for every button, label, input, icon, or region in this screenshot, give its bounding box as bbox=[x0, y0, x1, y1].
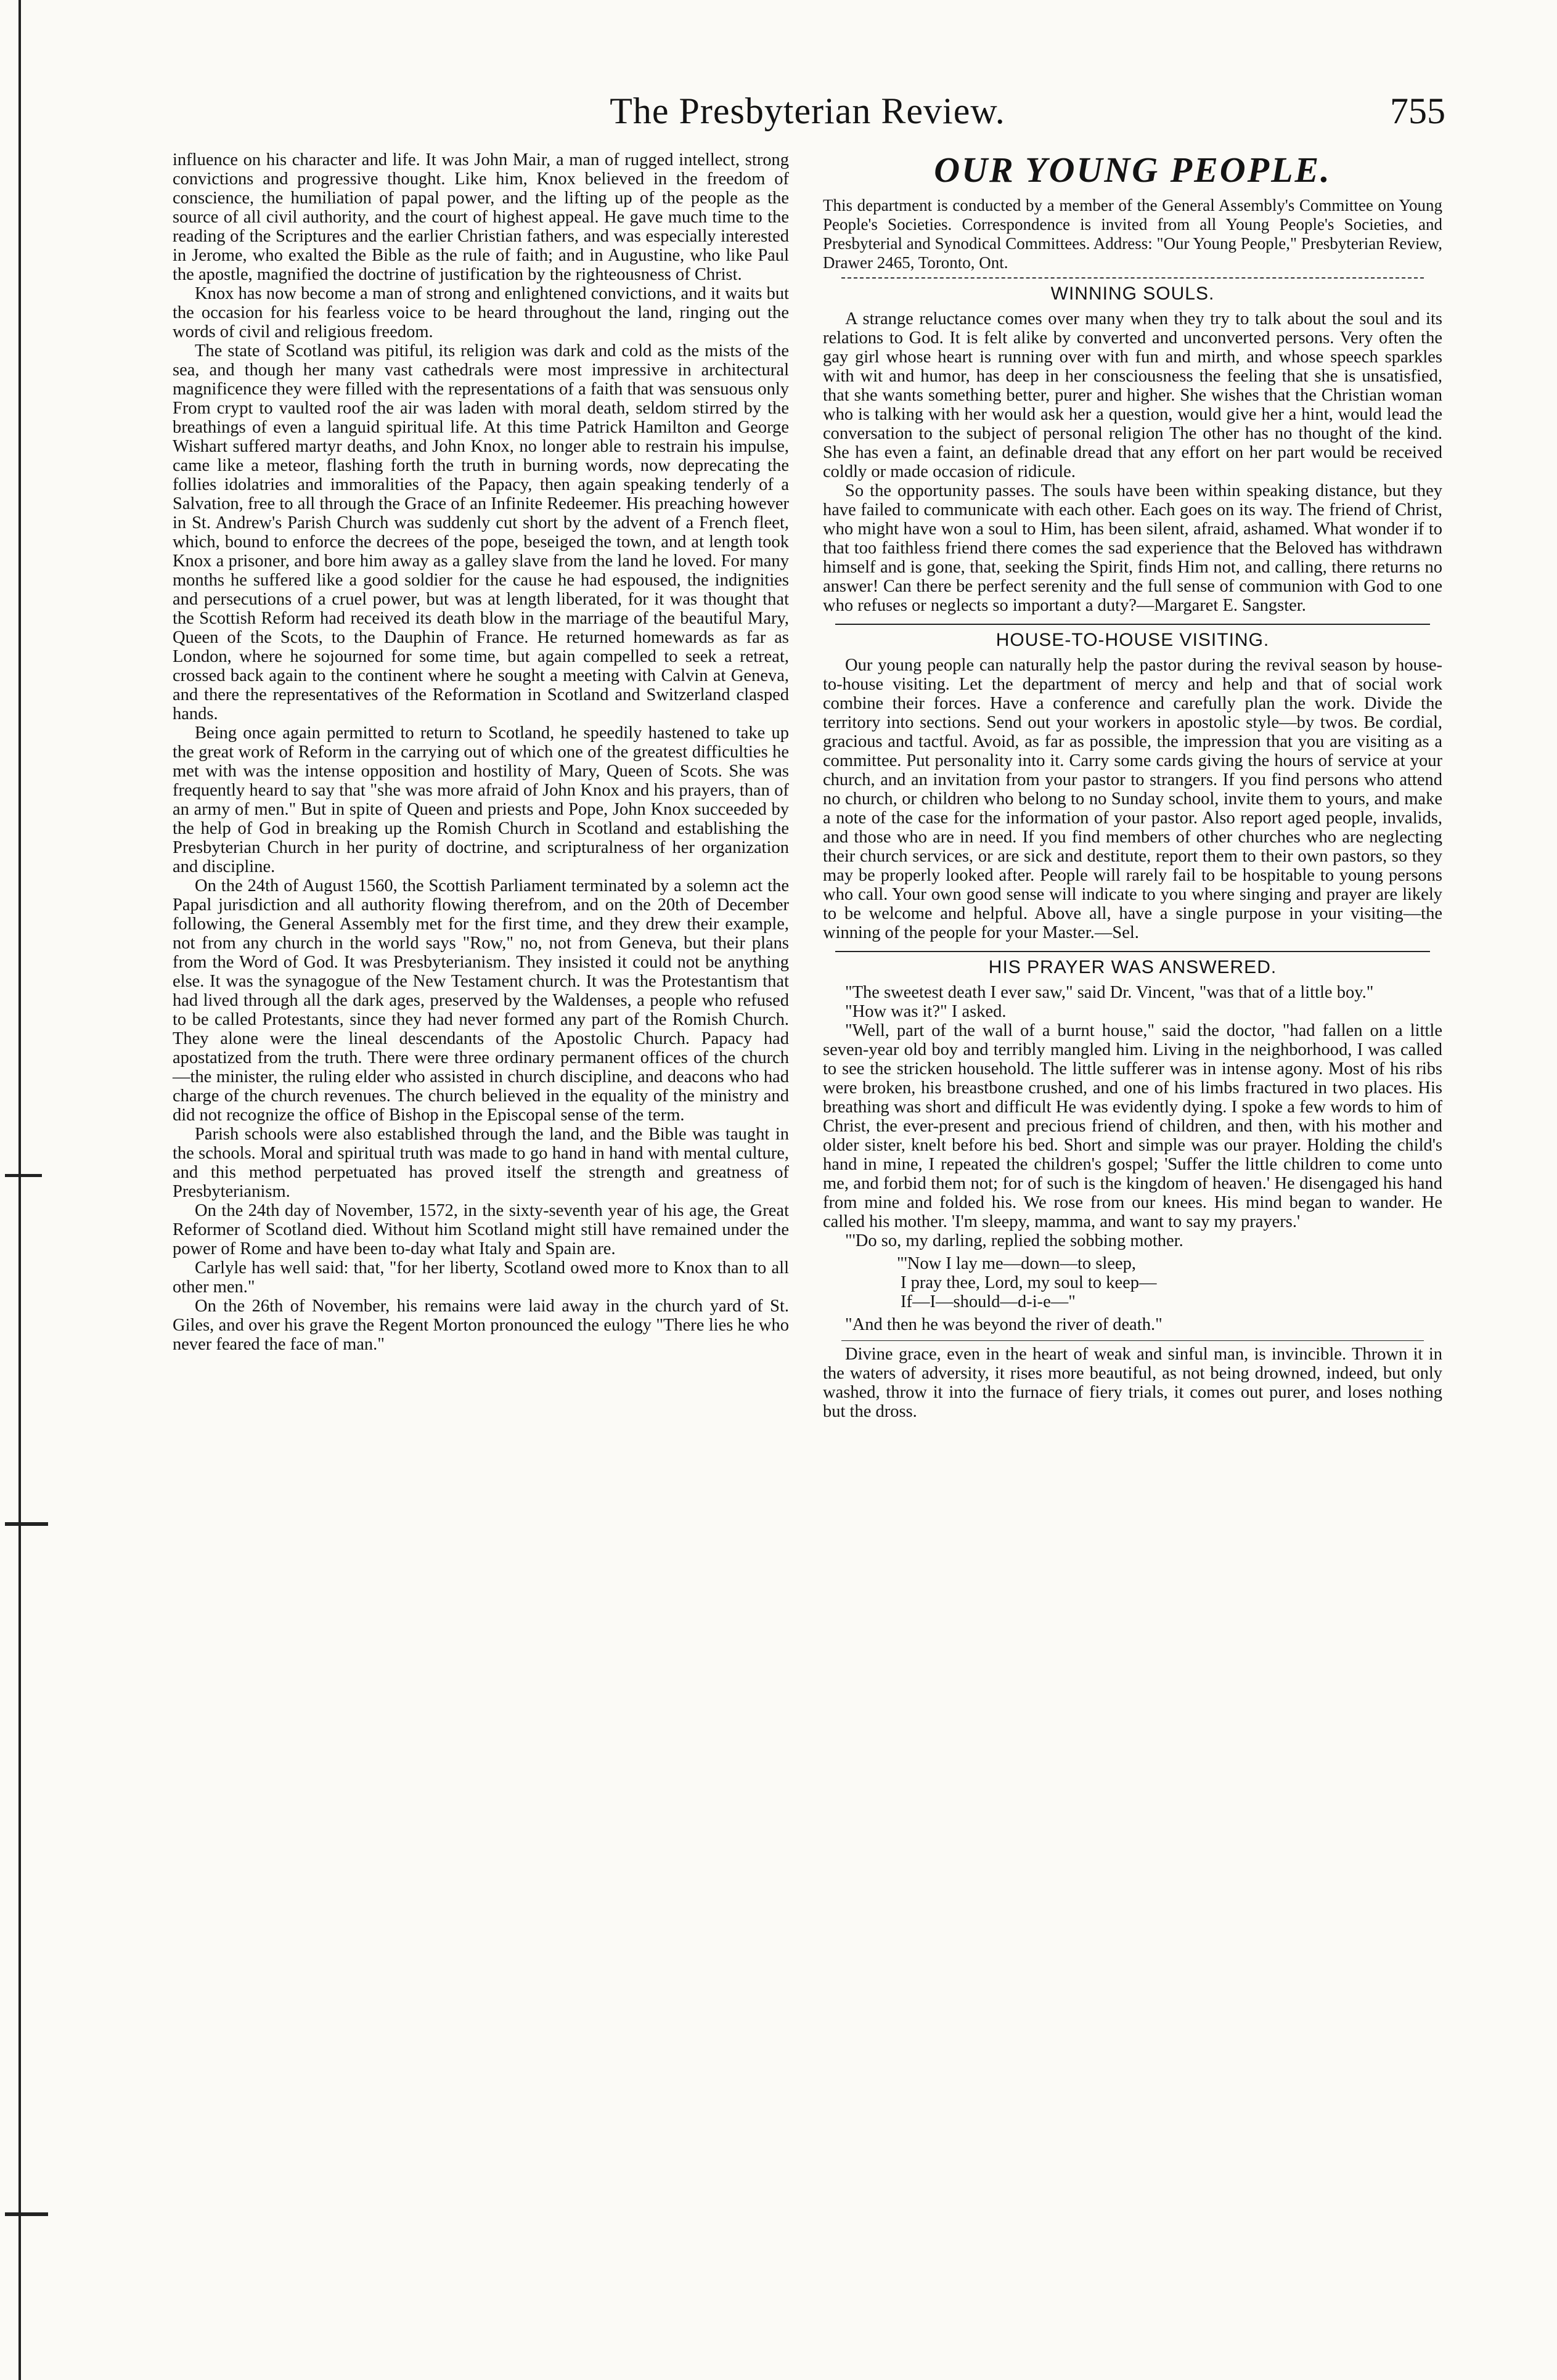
poem-line: If—I—should—d-i-e—" bbox=[901, 1292, 1076, 1311]
article-title: HIS PRAYER WAS ANSWERED. bbox=[988, 957, 1277, 977]
scan-edge-mark bbox=[5, 2212, 48, 2216]
body-paragraph: Carlyle has well said: that, "for her liberty, Scotland owed more to Knox than to all other men." bbox=[173, 1258, 789, 1297]
scan-edge-mark bbox=[5, 1174, 42, 1177]
poem-line: "'Now I lay me—down—to sleep, bbox=[897, 1254, 1136, 1273]
article-paragraph: "Well, part of the wall of a burnt house," said the doctor, "had fallen on a little seven-year old boy and terribly mangled him. Living in the neighborhood, I was called to see the stricken household. The little sufferer was in intense agony. Most of his ribs were broken, his breastbone crushed, and one of his limbs fractured in two places. His breathing was short and difficult He was evidently dying. I spoke a few words to him of Christ, the ever-present and precious friend of children, and then, with his mother and older sister, knelt before his bed. Short and simple was our prayer. Holding the child's hand in mine, I repeated the children's gospel; 'Suffer the little children to come unto me, and forbid them not; for of such is the kingdom of heaven.' He disengaged his hand from mine and folded his. We rose from our knees. His mind began to wander. He called his mother. 'I'm sleepy, mamma, and want to say my prayers.' bbox=[823, 1021, 1442, 1231]
body-paragraph: influence on his character and life. It was John Mair, a man of rugged intellect, strong convictions and progressive thought. Like him, Knox believed in the freedom of conscience, the humiliation of papal power, and the lifting up of the people as the source of all civil authority, and the court of highest appeal. He gave much time to the reading of the Scriptures and the earlier Christian fathers, and was especially interested in Jerome, who exalted the Bible as the rule of faith; and in Augustine, who like Paul the apostle, magnified the doctrine of justification by the righteousness of Christ. bbox=[173, 150, 789, 284]
section-intro: This department is conducted by a member of the General Assembly's Committee on Young People's Societies. Correspondence is invited from all Young People's Societies, and Presbyterial and Synodical Committees. Address: "Our Young People," Presbyterian Review, Drawer 2465, Toronto, Ont. bbox=[823, 196, 1442, 272]
divider bbox=[841, 1340, 1424, 1341]
body-paragraph: On the 24th day of November, 1572, in the sixty-seventh year of his age, the Great Reformer of Scotland died. Without him Scotland might still have remained under the power of Rome and have been to-day what Italy and Spain are. bbox=[173, 1201, 789, 1258]
divider bbox=[835, 951, 1430, 952]
article-paragraph: "The sweetest death I ever saw," said Dr. Vincent, "was that of a little boy." bbox=[845, 983, 1374, 1002]
article-paragraph: Our young people can naturally help the pastor during the revival season by house-to-house visiting. Let the department of mercy and help and that of social work combine their forces. Have a conference and carefully plan the work. Divide the territory into sections. Send out your workers in apostolic style—by twos. Be cordial, gracious and tactful. Avoid, as far as possible, the impression that you are visiting as a committee. Put personality into it. Carry some cards giving the hours of service at your church, and an invitation from your pastor to strangers. If you find persons who attend no church, or children who belong to no Sunday school, invite them to yours, and make a note of the case for the information of your pastor. Also report aged people, invalids, and those who are in need. If you find members of other churches who are neglecting their church services, or are sick and destitute, report them to their own pastors, so they may be properly looked after. People will rarely fail to be hospitable to young persons who call. Your own good sense will indicate to you where singing and prayer are likely to be welcome and helpful. Above all, have a single purpose in your visiting—the winning of the people for your Master.—Sel. bbox=[823, 656, 1442, 942]
page-number: 755 bbox=[1390, 91, 1445, 131]
article-paragraph: So the opportunity passes. The souls have been within speaking distance, but they have failed to communicate with each other. Each goes on its way. The friend of Christ, who might have won a soul to Him, has been silent, afraid, ashamed. What wonder if to that too faithless friend there comes the sad experience that the Beloved has withdrawn himself and is gone, that, seeking the Spirit, finds Him not, and calling, there returns no answer! Can there be perfect serenity and the full sense of communion with God to one who refuses or neglects so important a duty?—Margaret E. Sangster. bbox=[823, 481, 1442, 615]
body-paragraph: Knox has now become a man of strong and enlightened convictions, and it waits but the occasion for his fearless voice to be heard throughout the land, ringing out the words of civil and religious freedom. bbox=[173, 284, 789, 341]
journal-title: The Presbyterian Review. bbox=[610, 91, 1005, 131]
body-paragraph: On the 24th of August 1560, the Scottish Parliament terminated by a solemn act the Papal jurisdiction and all authority flowing therefrom, and on the 20th of December following, the General Assembly met for the first time, and they drew their example, not from any church in the world says "Row," no, not from Geneva, but their plans from the Word of God. It was Presbyterianism. They insisted it could not be anything else. It was the synagogue of the New Testament church. It was the Protestantism that had lived through all the dark ages, preserved by the Waldenses, a people who refused to be called Protestants, since they had never formed any part of the Romish Church. They alone were the lineal descendants of the Apostolic Church. Papacy had apostatized from the truth. There were three ordinary permanent offices of the church—the minister, the ruling elder who assisted in church discipline, and deacons who had charge of the church revenues. The church believed in the equality of the ministry and did not recognize the office of Bishop in the Episcopal sense of the term. bbox=[173, 876, 789, 1125]
poem bbox=[897, 1254, 1442, 1311]
section-title: OUR YOUNG PEOPLE. bbox=[934, 150, 1331, 190]
body-paragraph: Parish schools were also established through the land, and the Bible was taught in the schools. Moral and spiritual truth was made to go hand in hand with mental culture, and this method perpetuated has proved itself the strength and greatness of Presbyterianism. bbox=[173, 1125, 789, 1201]
poem-line: I pray thee, Lord, my soul to keep— bbox=[901, 1273, 1157, 1292]
body-paragraph: The state of Scotland was pitiful, its religion was dark and cold as the mists of the sea, and though her many vast cathedrals were most impressive in architectural magnificence they were filled with the representations of a faith that was sensuous only From crypt to vaulted roof the air was laden with moral death, seldom stirred by the breathings of even a languid spiritual life. At this time Patrick Hamilton and George Wishart suffered martyr deaths, and John Knox, no longer able to restrain his impulse, came like a meteor, flashing forth the truth in burning words, now deprecating the follies idolatries and immoralities of the Papacy, then again speaking tenderly of a Salvation, free to all through the Grace of an Infinite Redeemer. His preaching however in St. Andrew's Parish Church was suddenly cut short by the advent of a French fleet, which, bound to enforce the decrees of the pope, beseiged the town, and at length took Knox a prisoner, and bore him away as a galley slave from the land he loved. For many months he suffered like a good soldier for the cause he had espoused, the indignities and persecutions of a cruel power, but was at length liberated, for it was thought that the Scottish Reform had received its death blow in the marriage of the beautiful Mary, Queen of the Scots, to the Dauphin of France. He returned homewards as far as London, where he sojourned for some time, but again compelled to seek a retreat, crossed back again to the continent where he sought a meeting with Calvin at Geneva, and there the representatives of the Reformation in Scotland and Switzerland clasped hands. bbox=[173, 341, 789, 723]
article-title: WINNING SOULS. bbox=[1050, 283, 1215, 304]
body-paragraph: Being once again permitted to return to Scotland, he speedily hastened to take up the great work of Reform in the carrying out of which one of the greatest difficulties he met with was the intense opposition and hostility of Mary, Queen of Scots. She was frequently heard to say that "she was more afraid of John Knox and his prayers, than of an army of men." But in spite of Queen and priests and Pope, John Knox succeeded by the help of God in breaking up the Romish Church in Scotland and establishing the Presbyterian Church in her purity of doctrine, and scripturalness of her organization and discipline. bbox=[173, 723, 789, 876]
article-paragraph: "'Do so, my darling, replied the sobbing mother. bbox=[845, 1231, 1183, 1250]
left-column bbox=[173, 150, 789, 1354]
article-paragraph: "And then he was beyond the river of death." bbox=[845, 1315, 1163, 1334]
article-paragraph: Divine grace, even in the heart of weak and sinful man, is invincible. Thrown it in the waters of adversity, it rises more beautiful, as not being drowned, indeed, but only washed, throw it into the furnace of fiery trials, it comes out purer, and loses nothing but the dross. bbox=[823, 1345, 1442, 1421]
body-paragraph: On the 26th of November, his remains were laid away in the church yard of St. Giles, and over his grave the Regent Morton pronounced the eulogy "There lies he who never feared the face of man." bbox=[173, 1297, 789, 1354]
page-header bbox=[170, 86, 1445, 142]
right-column bbox=[823, 150, 1442, 1421]
divider bbox=[835, 624, 1430, 625]
article-title: HOUSE-TO-HOUSE VISITING. bbox=[995, 630, 1270, 650]
article-paragraph: A strange reluctance comes over many when they try to talk about the soul and its relations to God. It is felt alike by converted and unconverted persons. Very often the gay girl whose heart is running over with fun and mirth, and whose speech sparkles with wit and humor, has deep in her consciousness the feeling that she is unsatisfied, that she wants something better, purer and higher. She wishes that the Christian woman who is talking with her would ask her a question, would give her a hint, would lead the conversation to the subject of personal religion The other has no thought of the kind. She has even a faint, an definable dread that any effort on her part would be received coldly or made occasion of ridicule. bbox=[823, 309, 1442, 481]
article-paragraph: "How was it?" I asked. bbox=[845, 1002, 1007, 1021]
divider bbox=[841, 277, 1424, 279]
scan-edge-line bbox=[18, 0, 21, 2380]
scan-edge-mark bbox=[5, 1522, 48, 1526]
